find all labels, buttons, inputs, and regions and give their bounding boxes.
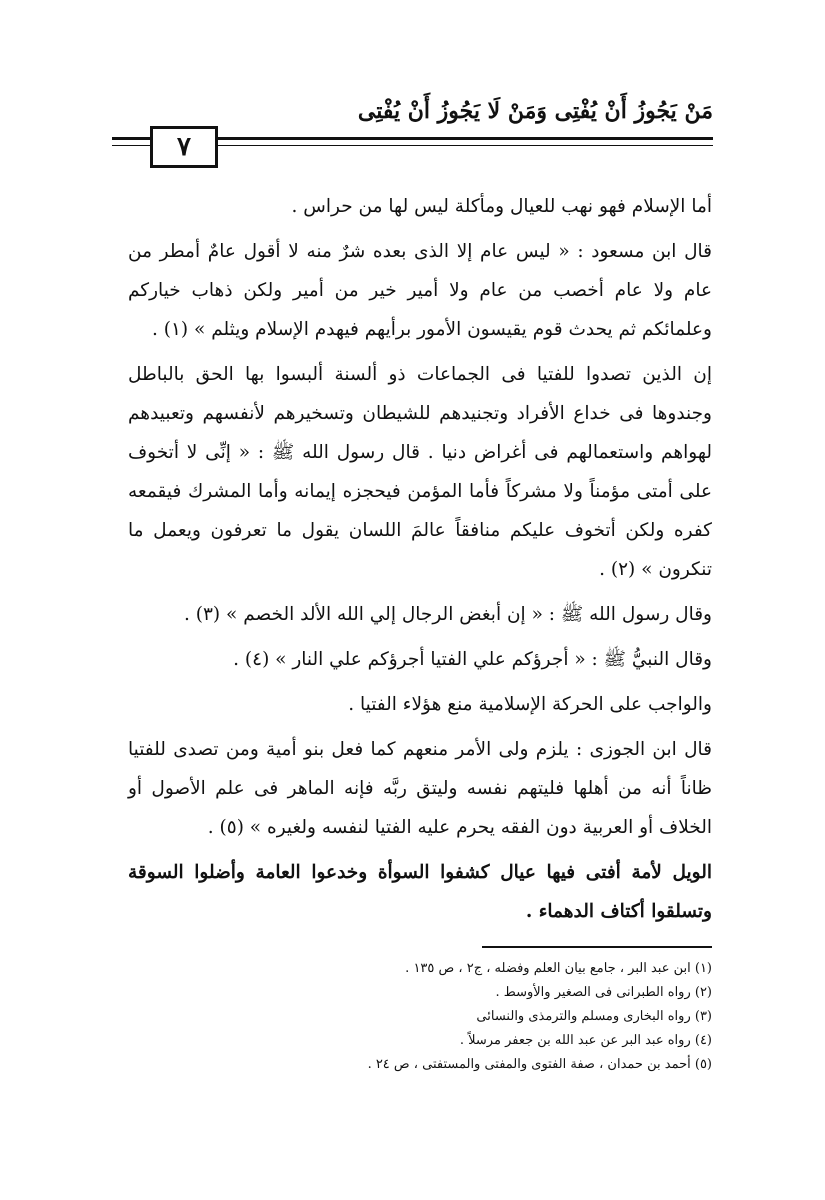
body-text <box>128 187 712 937</box>
page-number-box <box>150 126 218 168</box>
running-header-title: مَنْ يَجُوزُ أَنْ يُفْتِى وَمَنْ لَا يَجُوزُ أَنْ يُفْتِى <box>357 98 713 124</box>
footnote-4: (٤) رواه عبد البر عن عبد الله بن جعفر مرسلاً . <box>459 1033 712 1048</box>
paragraph-1: أما الإسلام فهو نهب للعيال ومأكلة ليس لها من حراس . <box>291 196 712 217</box>
paragraph-6: والواجب على الحركة الإسلامية منع هؤلاء الفتيا . <box>348 694 712 715</box>
footnotes <box>200 957 712 1077</box>
paragraph-4: وقال رسول الله ﷺ : « إن أبغض الرجال إلي الله الألد الخصم » (٣) . <box>183 604 712 625</box>
page-number: ٧ <box>177 132 191 162</box>
footnote-5: (٥) أحمد بن حمدان ، صفة الفتوى والمفتى والمستفتى ، ص ٢٤ . <box>367 1057 712 1072</box>
paragraph-2: قال ابن مسعود : « ليس عام إلا الذى بعده شرٌ منه لا أقول عامٌ أمطر من عام ولا عام أخصب من عام ولا أمير خير من أمير ولكن ذهاب خياركم وعلمائكم ثم يحدث قوم يقيسون الأمور برأيهم فيهدم الإسلام ويثلم » (١) . <box>128 241 712 340</box>
footnote-1: (١) ابن عبد البر ، جامع بيان العلم وفضله ، ج٢ ، ص ١٣٥ . <box>405 961 712 976</box>
paragraph-7: قال ابن الجوزى : يلزم ولى الأمر منعهم كما فعل بنو أمية ومن تصدى للفتيا ظاناً أنه من أهلها فليتهم نفسه وليتق ربَّه فإنه الماهر فى علم الأصول أو الخلاف أو العربية دون الفقه يحرم عليه الفتيا لنفسه ولغيره » (٥) . <box>128 739 712 838</box>
footnote-3: (٣) رواه البخارى ومسلم والترمذى والنسائى <box>476 1009 712 1024</box>
paragraph-8: الويل لأمة أفتى فيها عيال كشفوا السوأة وخدعوا العامة وأضلوا السوقة وتسلقوا أكتاف الدهماء . <box>128 862 712 922</box>
footnote-2: (٢) رواه الطبرانى فى الصغير والأوسط . <box>495 985 712 1000</box>
paragraph-3: إن الذين تصدوا للفتيا فى الجماعات ذو ألسنة ألبسوا بها الحق بالباطل وجندوها فى خداع الأفراد وتجنيدهم للشيطان وتسخيرهم لأنفسهم وتعبيدهم لهواهم واستعمالهم فى أغراض دنيا . قال رسول الله ﷺ : « إنِّى لا أتخوف على أمتى مؤمناً ولا مشركاً فأما المؤمن فيحجزه إيمانه وأما المشرك فيقمعه كفره ولكن أتخوف عليكم منافقاً عالمَ اللسان يقول ما تعرفون ويعمل ما تنكرون » (٢) . <box>128 364 712 580</box>
paragraph-5: وقال النبيُّ ﷺ : « أجرؤكم علي الفتيا أجرؤكم علي النار » (٤) . <box>233 649 712 670</box>
footnote-separator <box>482 946 712 948</box>
